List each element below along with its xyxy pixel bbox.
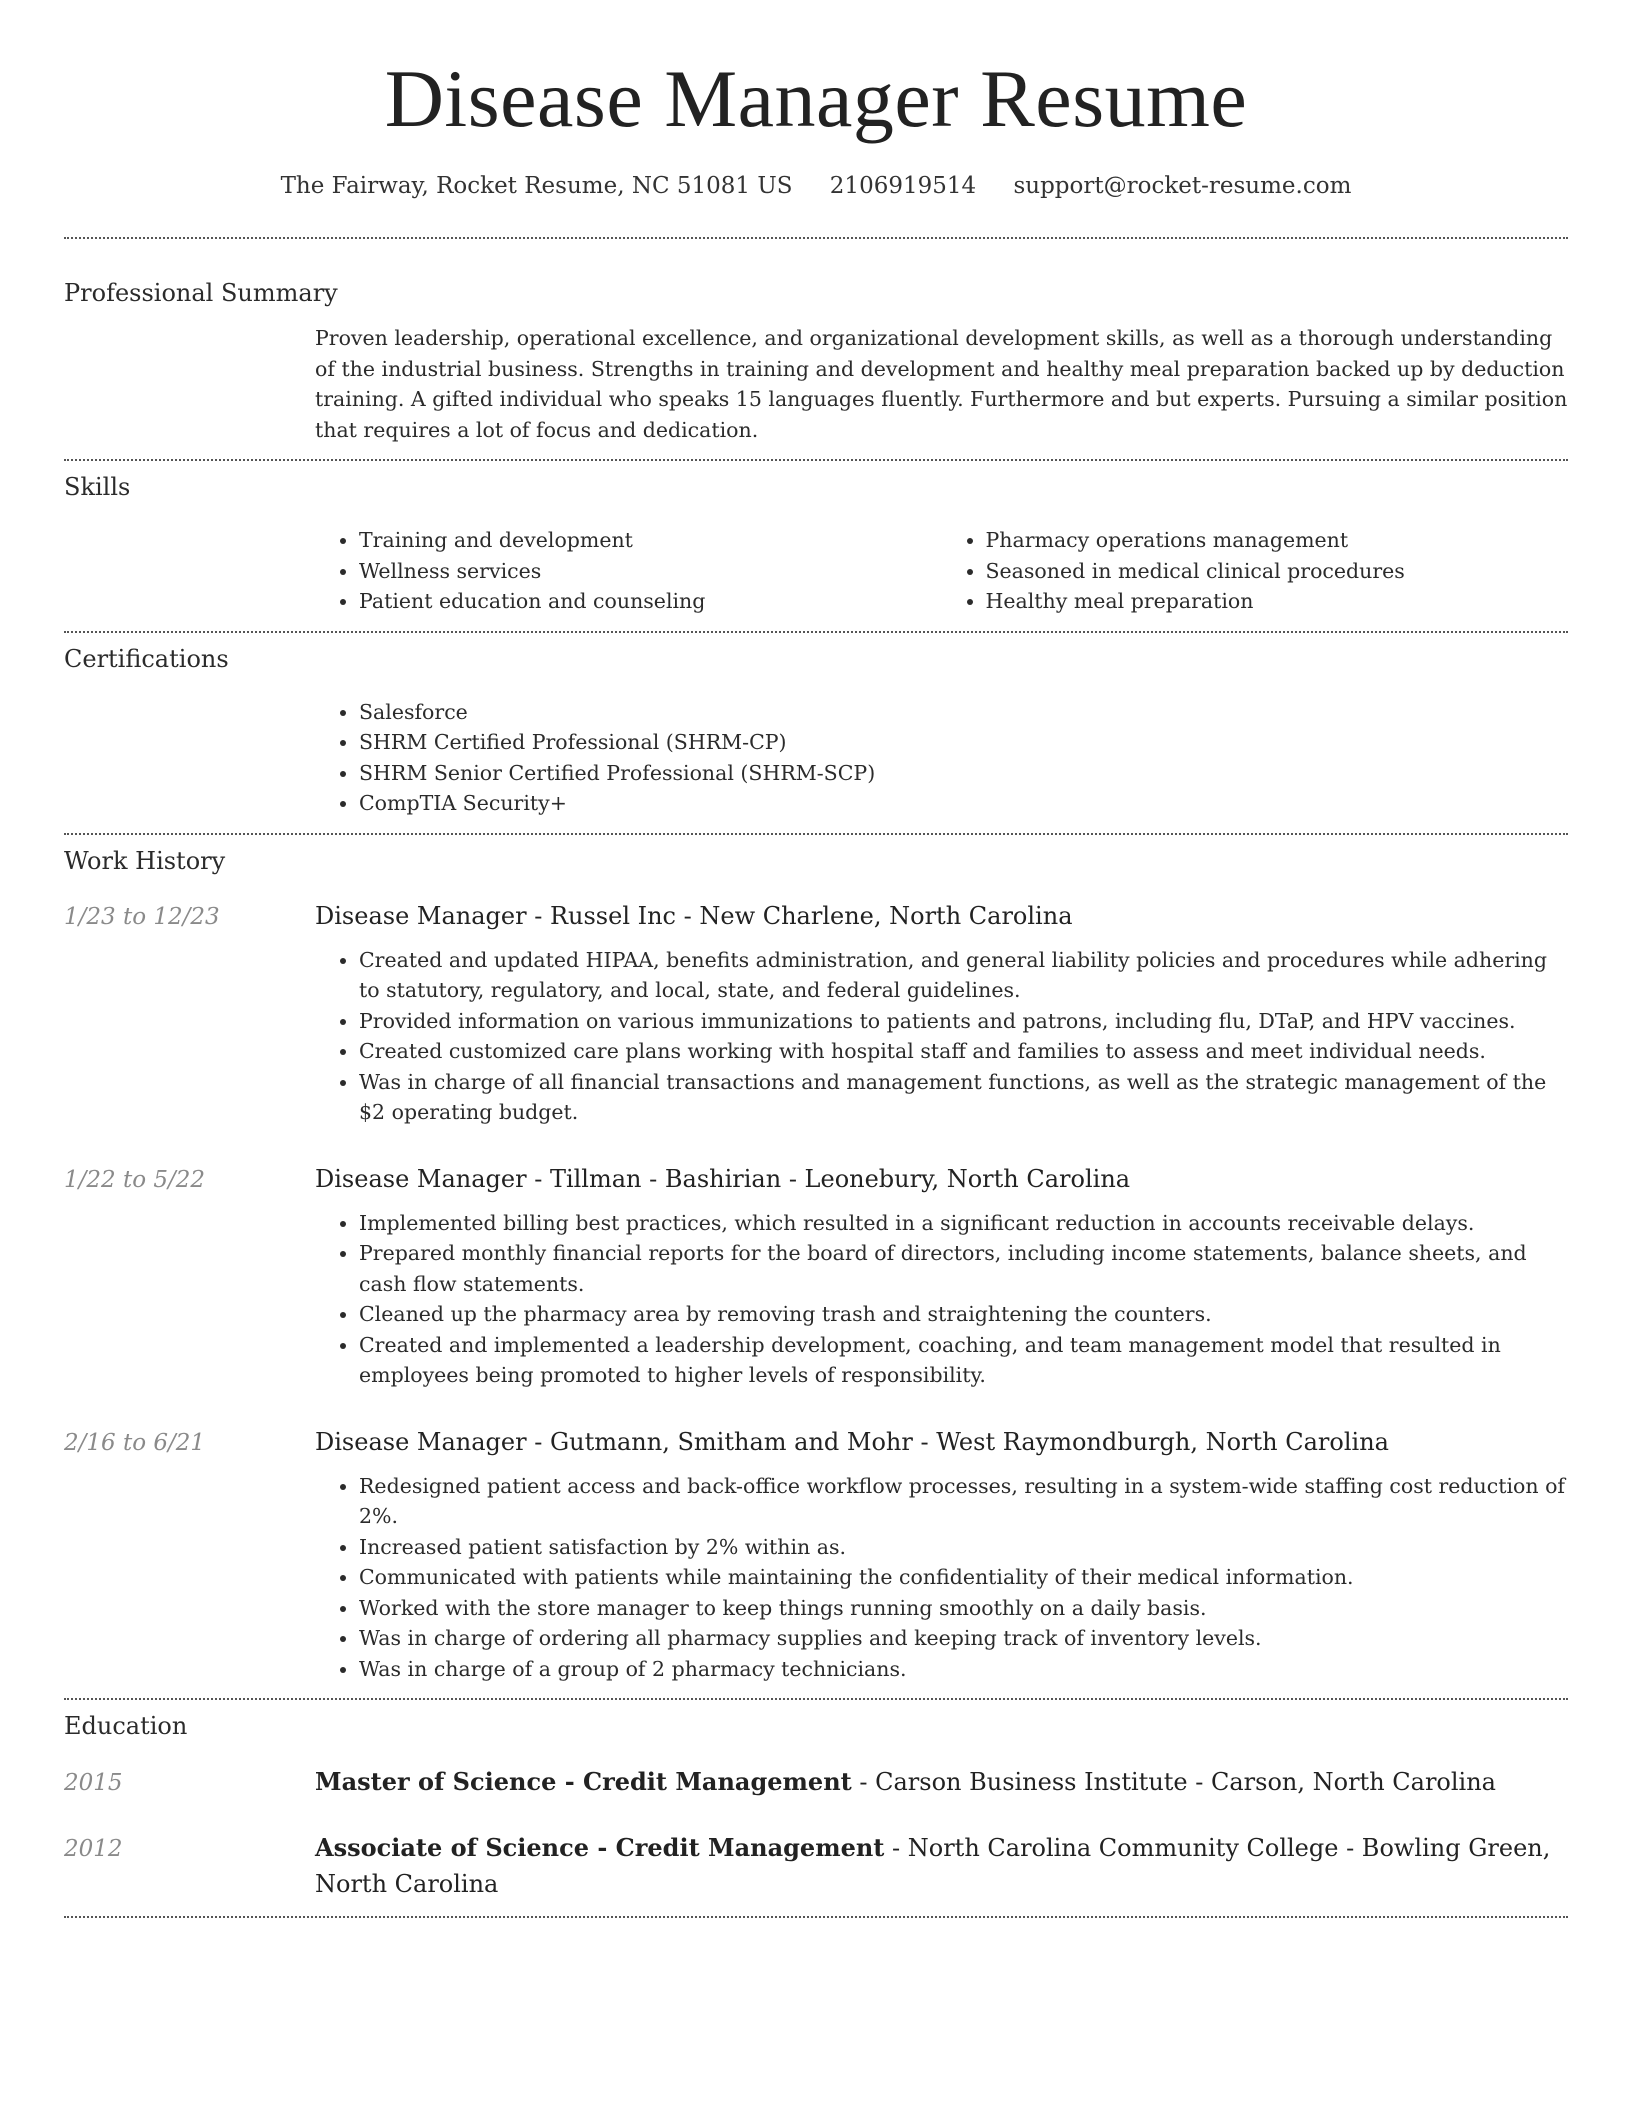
job-bullet: • Created and updated HIPAA, benefits administration, and general liability policies and procedures while adhering to statutory, regulatory, and local, state, and federal guidelines. [359, 945, 1568, 1006]
job-bullet: • Created and implemented a leadership development, coaching, and team management model that resulted in employees being promoted to higher levels of responsibility. [359, 1330, 1568, 1391]
skill-item: • Patient education and counseling [359, 586, 942, 617]
job-bullet: • Created customized care plans working with hospital staff and families to assess and meet individual needs. [359, 1036, 1568, 1067]
skills-section [64, 461, 1568, 617]
skill-item: • Training and development [359, 525, 942, 556]
section-title-education: Education [64, 1712, 188, 1740]
job-entry [64, 1162, 1568, 1391]
job-bullet: • Communicated with patients while maintaining the confidentiality of their medical information. [359, 1562, 1568, 1593]
education-school: - North Carolina Community College - Bowling Green, North Carolina [315, 1834, 1551, 1898]
job-entry [64, 899, 1568, 1128]
summary-text: Proven leadership, operational excellence, and organizational development skills, as well as a thorough understanding of the industrial business. Strengths in training and development and healthy meal preparation backed up by deduction training. A gifted individual who speaks 15 languages fluently. Furthermore and but experts. Pursuing a similar position that requires a lot of focus and dedication. [315, 326, 1568, 442]
summary-content [315, 323, 1568, 445]
section-title-skills: Skills [64, 473, 131, 501]
job-bullets [315, 1471, 1568, 1685]
skill-item: • Healthy meal preparation [986, 586, 1569, 617]
job-bullet: • Increased patient satisfaction by 2% within as. [359, 1532, 1568, 1563]
education-section [64, 1700, 1568, 1902]
job-bullet: • Redesigned patient access and back-office workflow processes, resulting in a system-wide staffing cost reduction of 2%. [359, 1471, 1568, 1532]
certifications-list [315, 697, 1568, 819]
section-title-work: Work History [64, 846, 226, 875]
section-title-summary: Professional Summary [64, 279, 338, 307]
job-bullet: • Implemented billing best practices, which resulted in a significant reduction in accounts receivable delays. [359, 1208, 1568, 1239]
skill-item: • Seasoned in medical clinical procedures [986, 556, 1569, 587]
job-details [315, 1208, 1568, 1391]
summary-section [64, 239, 1568, 445]
skills-list-left [315, 525, 942, 617]
job-bullet: • Cleaned up the pharmacy area by removing trash and straightening the counters. [359, 1299, 1568, 1330]
job-dates: 1/22 to 5/22 [64, 1166, 206, 1193]
job-dates: 1/23 to 12/23 [64, 903, 220, 930]
contact-email: support@rocket-resume.com [1013, 173, 1352, 199]
job-heading: Disease Manager - Gutmann, Smitham and Mohr - West Raymondburgh, North Carolina [315, 1427, 1389, 1456]
skill-item: • Pharmacy operations management [986, 525, 1569, 556]
education-heading [315, 1830, 1568, 1902]
skills-content [315, 525, 1568, 617]
skills-list-right [942, 525, 1569, 617]
job-details [315, 945, 1568, 1128]
job-header [64, 899, 1568, 933]
job-entry [64, 1425, 1568, 1685]
job-bullet: • Provided information on various immunizations to patients and patrons, including flu, DTaP, and HPV vaccines. [359, 1006, 1568, 1037]
education-degree: Master of Science - Credit Management [315, 1767, 852, 1796]
education-year: 2015 [64, 1770, 123, 1796]
certification-item: • SHRM Senior Certified Professional (SHRM-SCP) [359, 758, 1568, 789]
certification-item: • Salesforce [359, 697, 1568, 728]
job-header [64, 1425, 1568, 1459]
education-degree: Associate of Science - Credit Management [315, 1833, 885, 1862]
contact-line [64, 170, 1568, 202]
job-bullet: • Was in charge of a group of 2 pharmacy technicians. [359, 1654, 1568, 1685]
resume-title: Disease Manager Resume [384, 53, 1248, 144]
section-title-certifications: Certifications [64, 644, 229, 673]
certifications-content [315, 697, 1568, 819]
skill-item: • Wellness services [359, 556, 942, 587]
job-bullet: • Was in charge of all financial transactions and management functions, as well as the strategic management of the $2 operating budget. [359, 1067, 1568, 1128]
certifications-section [64, 633, 1568, 819]
job-details [315, 1471, 1568, 1685]
job-bullets [315, 1208, 1568, 1391]
job-bullet: • Was in charge of ordering all pharmacy supplies and keeping track of inventory levels. [359, 1623, 1568, 1654]
education-entry [64, 1830, 1568, 1902]
certification-item: • SHRM Certified Professional (SHRM-CP) [359, 727, 1568, 758]
job-header [64, 1162, 1568, 1196]
job-dates: 2/16 to 6/21 [64, 1429, 206, 1456]
work-section [64, 835, 1568, 1685]
contact-phone: 2106919514 [829, 173, 977, 199]
education-entry [64, 1764, 1568, 1800]
education-heading [315, 1764, 1568, 1800]
education-school: - Carson Business Institute - Carson, North Carolina [851, 1768, 1496, 1796]
job-bullets [315, 945, 1568, 1128]
job-bullet: • Worked with the store manager to keep things running smoothly on a daily basis. [359, 1593, 1568, 1624]
contact-address: The Fairway, Rocket Resume, NC 51081 US [280, 173, 793, 199]
certification-item: • CompTIA Security+ [359, 788, 1568, 819]
education-year: 2012 [64, 1836, 123, 1862]
job-bullet: • Prepared monthly financial reports for the board of directors, including income statements, balance sheets, and cash flow statements. [359, 1238, 1568, 1299]
job-heading: Disease Manager - Russel Inc - New Charlene, North Carolina [315, 901, 1073, 930]
job-heading: Disease Manager - Tillman - Bashirian - Leonebury, North Carolina [315, 1164, 1131, 1193]
divider [64, 1916, 1568, 1918]
